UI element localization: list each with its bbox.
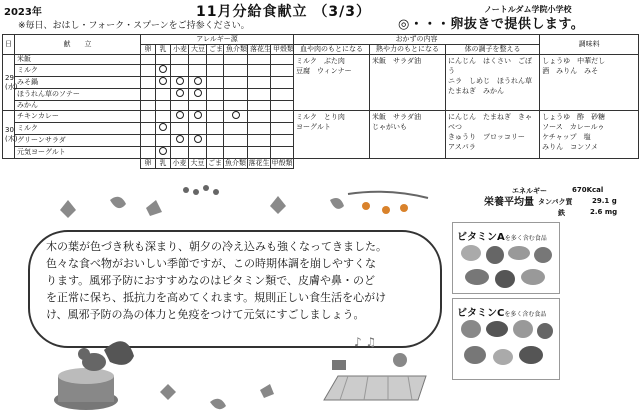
dish-name: ほうれん草のソテー (15, 89, 141, 101)
acorn-icon (382, 206, 390, 214)
vitamin-c-foods-icon (457, 315, 557, 379)
group-header: 血や肉のもとになる (294, 45, 370, 55)
allergen-footer: 大豆 (190, 159, 205, 167)
allergen-cell (207, 55, 224, 65)
picnic-basket-icon (332, 360, 346, 370)
allergen-cell (156, 89, 171, 101)
seasoning-cell: しょうゆ 中華だし 酒 みりん みそ (540, 55, 639, 111)
body-cell: にんじん たまねぎ きゃべつ きゅうり ブロッコリー アスパラ (446, 111, 540, 159)
leaf-icon (260, 384, 274, 398)
allergen-cell (189, 147, 207, 159)
allergen-cell (156, 77, 171, 89)
allergen-circle-icon (194, 135, 202, 143)
acorn-icon (362, 202, 370, 210)
allergen-circle-icon (232, 111, 240, 119)
allergen-cell (207, 111, 224, 123)
allergen-cell (156, 111, 171, 123)
allergen-cell (248, 147, 271, 159)
day-weekday: (木) (5, 134, 18, 143)
message-text: 木の葉が色づき秋も深まり、朝夕の冷え込みも強くなってきました。 色々な食べ物がおいしい季節ですが、この時期体調を崩しやすくな ります。風邪予防におすすめなのはビタミン類で、皮膚や鼻・のど を正常に保ち、抵抗力を高めてくれます。規則正しい食生活を心がけ け、風邪予防の為の体力と免疫をつけて元気にすごしましょう。 (46, 240, 387, 321)
allergen-cell (207, 65, 224, 77)
allergen-circle-icon (159, 65, 167, 73)
allergen-cell (207, 135, 224, 147)
contents-group: おかずの内容 (294, 35, 540, 45)
nutrition-heading: 栄養平均量 (484, 197, 534, 208)
allergen-cell (248, 135, 271, 147)
allergen-cell (224, 89, 248, 101)
allergen-footer: 魚介類 (225, 159, 246, 167)
allergen-circle-icon (159, 147, 167, 155)
allergen-cell (171, 135, 189, 147)
allergen-circle-icon (194, 111, 202, 119)
leaf-icon (146, 200, 162, 216)
allergen-cell (171, 55, 189, 65)
vitamin-a-sub: を多く含む食品 (504, 235, 547, 242)
allergen-cell (141, 123, 156, 135)
dish-name: グリーンサラダ (15, 135, 141, 147)
blood-cell: ミルク とり肉 ヨーグルト (294, 111, 370, 159)
berry-icon (213, 189, 219, 195)
nutrition-iron-value: 2.6 mg (590, 208, 618, 216)
nutrition-protein-value: 29.1 g (592, 197, 617, 205)
squirrel-stump-illustration (44, 330, 144, 418)
allergen-cell (248, 101, 271, 111)
allergen-footer: 卵 (141, 159, 156, 169)
leaf-icon (160, 384, 176, 400)
allergen-cell (189, 135, 207, 147)
allergen-cell (171, 77, 189, 89)
leaf-icon (270, 196, 286, 214)
dish-name: チキンカレー (15, 111, 141, 123)
picnic-fruit-icon (393, 353, 407, 367)
allergen-cell (189, 77, 207, 89)
allergen-cell (271, 77, 294, 89)
utensil-note: ※毎日、おはし・フォーク・スプーンをご持参ください。 (18, 21, 250, 31)
allergen-cell (189, 111, 207, 123)
allergen-cell (156, 55, 171, 65)
leaf-icon (110, 197, 126, 208)
day-date: 29 (5, 73, 14, 82)
day-date: 30 (5, 125, 14, 134)
nutrition-energy-value: 670Kcal (572, 186, 604, 194)
allergy-group: アレルギー源 (141, 35, 294, 45)
allergen-cell (271, 111, 294, 123)
day-cell (3, 55, 18, 111)
dish-name: みそ鍋 (15, 77, 141, 89)
allergen-cell (248, 65, 271, 77)
allergen-cell (171, 89, 189, 101)
allergen-cell (248, 123, 271, 135)
allergen-cell (171, 111, 189, 123)
allergen-cell (189, 123, 207, 135)
allergen-cell (207, 89, 224, 101)
vitamin-c-box (452, 298, 560, 380)
dish-name: ミルク (15, 65, 141, 77)
allergen-header: 大豆 (189, 45, 207, 55)
allergen-cell (156, 101, 171, 111)
allergen-cell (156, 123, 171, 135)
allergen-cell (224, 123, 248, 135)
dish-name: みかん (15, 101, 141, 111)
allergen-cell (141, 77, 156, 89)
allergen-cell (141, 147, 156, 159)
allergen-cell (156, 135, 171, 147)
allergen-cell (189, 101, 207, 111)
leaf-icon (330, 198, 344, 209)
allergen-header: 甲殻類 (271, 45, 294, 55)
allergen-cell (189, 65, 207, 77)
allergen-header: 魚介類 (224, 45, 248, 55)
allergen-cell (271, 135, 294, 147)
allergen-cell (248, 55, 271, 65)
vitamin-a-foods-icon (457, 239, 557, 293)
allergen-footer: ごま (208, 159, 222, 167)
acorn-icon (400, 204, 408, 212)
berry-icon (203, 185, 209, 191)
allergen-cell (271, 65, 294, 77)
allergen-circle-icon (176, 135, 184, 143)
vitamin-c-sub: を多く含む食品 (504, 311, 547, 318)
body-cell: にんじん はくさい ごぼう ニラ しめじ ほうれん草 たまねぎ みかん (446, 55, 540, 111)
allergen-circle-icon (194, 77, 202, 85)
allergen-cell (207, 147, 224, 159)
vitamin-c-title: ビタミンC (457, 308, 505, 319)
table-row (3, 55, 639, 65)
allergen-cell (171, 123, 189, 135)
allergen-circle-icon (176, 77, 184, 85)
allergen-cell (189, 89, 207, 101)
day-cell (3, 111, 18, 159)
squirrel-tail-icon (104, 341, 134, 365)
menu-table (2, 34, 639, 169)
allergen-cell (224, 55, 248, 65)
allergen-cell (141, 135, 156, 147)
allergen-cell (224, 65, 248, 77)
autumn-leaves-decoration (40, 180, 440, 230)
dish-name: 元気ヨーグルト (15, 147, 141, 159)
allergen-cell (207, 77, 224, 89)
allergen-cell (248, 89, 271, 101)
fallen-leaves-decoration (150, 372, 310, 418)
leaf-icon (60, 200, 76, 218)
allergen-cell (224, 111, 248, 123)
allergen-circle-icon (159, 123, 167, 131)
allergen-cell (271, 147, 294, 159)
allergen-cell (207, 101, 224, 111)
allergen-cell (271, 123, 294, 135)
energy-cell: 米飯 サラダ油 じゃがいも (370, 111, 446, 159)
allergen-cell (141, 55, 156, 65)
vitamin-a-box (452, 222, 560, 294)
allergen-cell (248, 77, 271, 89)
allergen-cell (171, 101, 189, 111)
allergen-cell (271, 89, 294, 101)
nutrition-box (484, 186, 634, 222)
allergen-header: 落花生 (248, 45, 271, 55)
dish-name: ミルク (15, 123, 141, 135)
picnic-illustration (318, 330, 430, 414)
leaf-icon (210, 399, 226, 409)
branch-icon (348, 192, 428, 198)
allergen-cell (271, 101, 294, 111)
allergen-cell (141, 101, 156, 111)
blood-cell: ミルク ぶた肉 豆腐 ウィンナー (294, 55, 370, 111)
allergen-cell (171, 65, 189, 77)
allergen-cell (224, 147, 248, 159)
page-title: 11月分給食献立 （3/3） (196, 4, 371, 20)
music-note-icon: ♪ ♫ (354, 335, 377, 349)
allergen-cell (171, 147, 189, 159)
year-label: 2023年 (4, 7, 42, 18)
vitamin-a-title: ビタミンA (457, 232, 505, 243)
seasoning-cell: しょうゆ 酢 砂糖 ソース カレールゥ ケチャップ 塩 みりん コンソメ (540, 111, 639, 159)
allergen-cell (224, 101, 248, 111)
allergen-cell (156, 147, 171, 159)
day-weekday: (水) (5, 82, 18, 91)
group-header: 熱や力のもとになる (370, 45, 446, 55)
allergen-footer: 甲殻類 (271, 159, 293, 167)
school-name: ノートルダム学院小学校 (484, 5, 572, 14)
egg-notice: ◎・・・卵抜きで提供します。 (398, 17, 585, 32)
nutrition-iron-label: 鉄 (558, 209, 565, 217)
table-row (3, 111, 639, 123)
col-day: 日 (3, 35, 15, 55)
allergen-cell (156, 65, 171, 77)
group-header: 体の調子を整える (446, 45, 540, 55)
allergen-header: 乳 (156, 45, 171, 55)
allergen-footer: 小麦 (172, 159, 187, 167)
dish-name: 米飯 (15, 55, 141, 65)
allergen-footer: 落花生 (248, 159, 270, 167)
allergen-cell (141, 89, 156, 101)
col-menu: 献 立 (15, 35, 141, 55)
allergen-header: 卵 (141, 45, 156, 55)
berry-icon (183, 187, 189, 193)
allergen-header: ごま (207, 45, 224, 55)
nutrition-protein-label: タンパク質 (538, 198, 573, 206)
allergen-circle-icon (176, 89, 184, 97)
allergen-circle-icon (159, 77, 167, 85)
allergen-cell (189, 55, 207, 65)
energy-cell: 米飯 サラダ油 (370, 55, 446, 111)
allergen-circle-icon (194, 89, 202, 97)
allergen-footer: 乳 (156, 159, 171, 169)
allergen-cell (248, 111, 271, 123)
nutrition-energy-label: エネルギー (512, 187, 547, 195)
allergen-header: 小麦 (171, 45, 189, 55)
allergen-cell (141, 111, 156, 123)
allergen-cell (207, 123, 224, 135)
allergen-cell (271, 55, 294, 65)
allergen-cell (224, 135, 248, 147)
berry-icon (193, 189, 199, 195)
allergen-cell (141, 65, 156, 77)
allergen-cell (224, 77, 248, 89)
col-seasoning: 調味料 (540, 35, 639, 55)
allergen-circle-icon (176, 111, 184, 119)
